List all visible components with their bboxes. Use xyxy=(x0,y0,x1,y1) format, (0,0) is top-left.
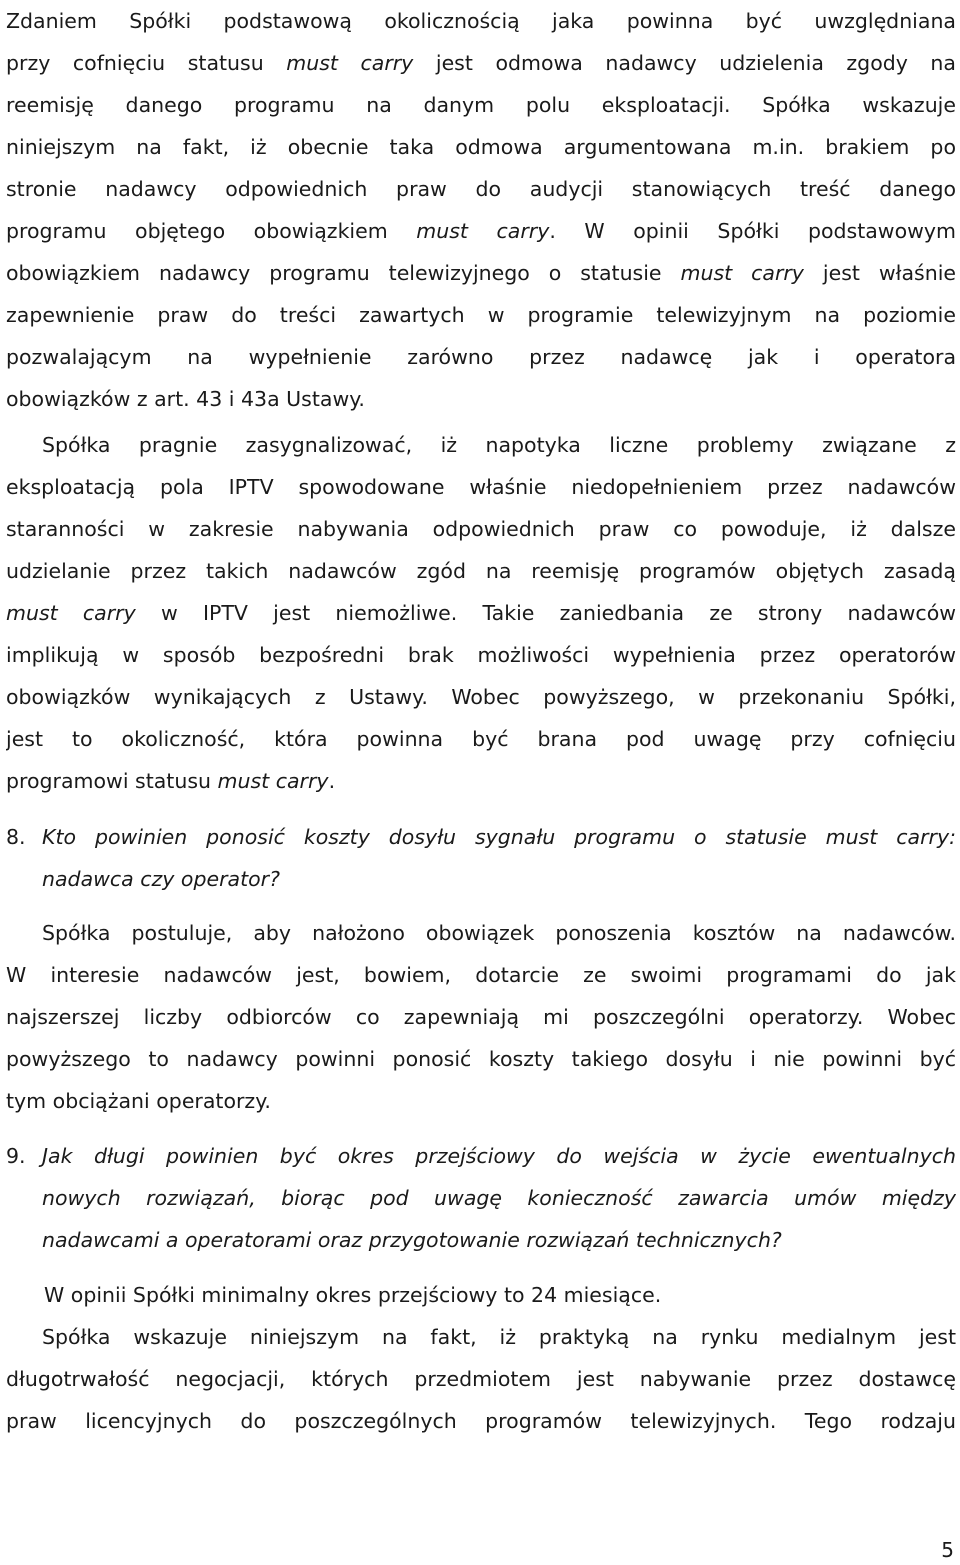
text-run: praw licencyjnych do poszczególnych programów telewizyjnych. Tego rodzaju xyxy=(6,1409,956,1433)
text-line xyxy=(6,252,956,294)
text-run: niniejszym na fakt, iż obecnie taka odmowa argumentowana m.in. brakiem po xyxy=(6,135,956,159)
text-line xyxy=(6,336,956,378)
text-line xyxy=(6,42,956,84)
paragraph-negotiations xyxy=(6,1316,956,1442)
text-run: reemisję danego programu na danym polu eksploatacji. Spółka wskazuje xyxy=(6,93,956,117)
italic-text: must carry xyxy=(6,601,136,625)
text-run: programowi statusu xyxy=(6,769,218,793)
text-run: implikują w sposób bezpośredni brak możliwości wypełnienia przez operatorów xyxy=(6,643,956,667)
text-run: jest właśnie xyxy=(803,261,956,285)
italic-text: must carry xyxy=(286,51,414,75)
text-run: staranności w zakresie nabywania odpowiednich praw co powoduje, iż dalsze xyxy=(6,517,956,541)
text-run: obowiązków wynikających z Ustawy. Wobec powyższego, w przekonaniu Spółki, xyxy=(6,685,956,709)
text-line xyxy=(6,1274,956,1316)
text-run: w IPTV jest niemożliwe. Takie zaniedbania ze strony nadawców xyxy=(135,601,956,625)
text-line xyxy=(6,210,956,252)
text-line xyxy=(6,1219,956,1261)
text-run: tym obciążani operatorzy. xyxy=(6,1089,271,1113)
text-line xyxy=(6,634,956,676)
text-run: Spółka pragnie zasygnalizować, iż napotyka liczne problemy związane z xyxy=(42,433,956,457)
text-line xyxy=(6,466,956,508)
text-run: eksploatacją pola IPTV spowodowane właśnie niedopełnieniem przez nadawców xyxy=(6,475,956,499)
text-run: jest odmowa nadawcy udzielenia zgody na xyxy=(413,51,956,75)
italic-text: must carry xyxy=(416,219,550,243)
italic-text: Jak długi powinien być okres przejściowy do wejścia w życie ewentualnych xyxy=(42,1144,956,1168)
paragraph-iptv-problems xyxy=(6,424,956,802)
text-line xyxy=(6,168,956,210)
text-run: pozwalającym na wypełnienie zarówno przez nadawcę jak i operatora xyxy=(6,345,956,369)
text-line xyxy=(6,0,956,42)
text-line xyxy=(6,858,956,900)
text-run: przy cofnięciu statusu xyxy=(6,51,287,75)
text-line xyxy=(6,912,956,954)
text-line xyxy=(6,1038,956,1080)
text-line xyxy=(6,1358,956,1400)
italic-text: must carry xyxy=(680,261,804,285)
text-line xyxy=(6,592,956,634)
paragraph-costs-answer xyxy=(6,912,956,1122)
text-run: obowiązkiem nadawcy programu telewizyjnego o statusie xyxy=(6,261,681,285)
text-run: . xyxy=(328,769,336,793)
text-run: stronie nadawcy odpowiednich praw do audycji stanowiących treść danego xyxy=(6,177,956,201)
text-line xyxy=(6,550,956,592)
text-run: Spółka wskazuje niniejszym na fakt, iż praktyką na rynku medialnym jest xyxy=(42,1325,956,1349)
text-run: programu objętego obowiązkiem xyxy=(6,219,417,243)
italic-text: must carry xyxy=(217,769,329,793)
text-run: W opinii Spółki minimalny okres przejściowy to 24 miesiące. xyxy=(44,1283,662,1307)
text-line xyxy=(6,954,956,996)
text-run: powyższego to nadawcy powinni ponosić koszty takiego dosyłu i nie powinni być xyxy=(6,1047,956,1071)
text-line xyxy=(6,1135,956,1177)
text-line xyxy=(6,996,956,1038)
page-number: 5 xyxy=(941,1538,954,1562)
text-line xyxy=(6,126,956,168)
text-run: obowiązków z art. 43 i 43a Ustawy. xyxy=(6,387,365,411)
text-line xyxy=(6,718,956,760)
text-line xyxy=(6,84,956,126)
text-line xyxy=(6,1080,956,1122)
text-line xyxy=(6,508,956,550)
text-run: najszerszej liczby odbiorców co zapewniają mi poszczególni operatorzy. Wobec xyxy=(6,1005,956,1029)
text-run: Spółka postuluje, aby nałożono obowiązek ponoszenia kosztów na nadawców. xyxy=(42,921,956,945)
text-run: udzielanie przez takich nadawców zgód na reemisję programów objętych zasadą xyxy=(6,559,956,583)
italic-text: nowych rozwiązań, biorąc pod uwagę konieczność zawarcia umów między xyxy=(42,1186,956,1210)
text-line xyxy=(6,294,956,336)
paragraph-refusal-consent xyxy=(6,0,956,420)
list-number: 8. xyxy=(6,825,26,849)
text-run: . W opinii Spółki podstawowym xyxy=(549,219,956,243)
question-8 xyxy=(6,816,956,900)
italic-text: Kto powinien ponosić koszty dosyłu sygnału programu o statusie must carry: xyxy=(42,825,956,849)
text-line xyxy=(6,816,956,858)
text-line xyxy=(6,1177,956,1219)
text-line xyxy=(6,676,956,718)
italic-text: nadawca czy operator? xyxy=(42,867,280,891)
text-run: W interesie nadawców jest, bowiem, dotarcie ze swoimi programami do jak xyxy=(6,963,956,987)
question-9 xyxy=(6,1135,956,1261)
text-line xyxy=(6,760,956,802)
text-line xyxy=(6,424,956,466)
text-line xyxy=(6,378,956,420)
italic-text: nadawcami a operatorami oraz przygotowanie rozwiązań technicznych? xyxy=(42,1228,782,1252)
text-run: Zdaniem Spółki podstawową okolicznością jaka powinna być uwzględniana xyxy=(6,9,956,33)
text-run: jest to okoliczność, która powinna być brana pod uwagę przy cofnięciu xyxy=(6,727,956,751)
paragraph-transition-period xyxy=(6,1274,956,1316)
list-number: 9. xyxy=(6,1144,26,1168)
text-run: zapewnienie praw do treści zawartych w programie telewizyjnym na poziomie xyxy=(6,303,956,327)
text-run: długotrwałość negocjacji, których przedmiotem jest nabywanie przez dostawcę xyxy=(6,1367,956,1391)
text-line xyxy=(6,1400,956,1442)
text-line xyxy=(6,1316,956,1358)
